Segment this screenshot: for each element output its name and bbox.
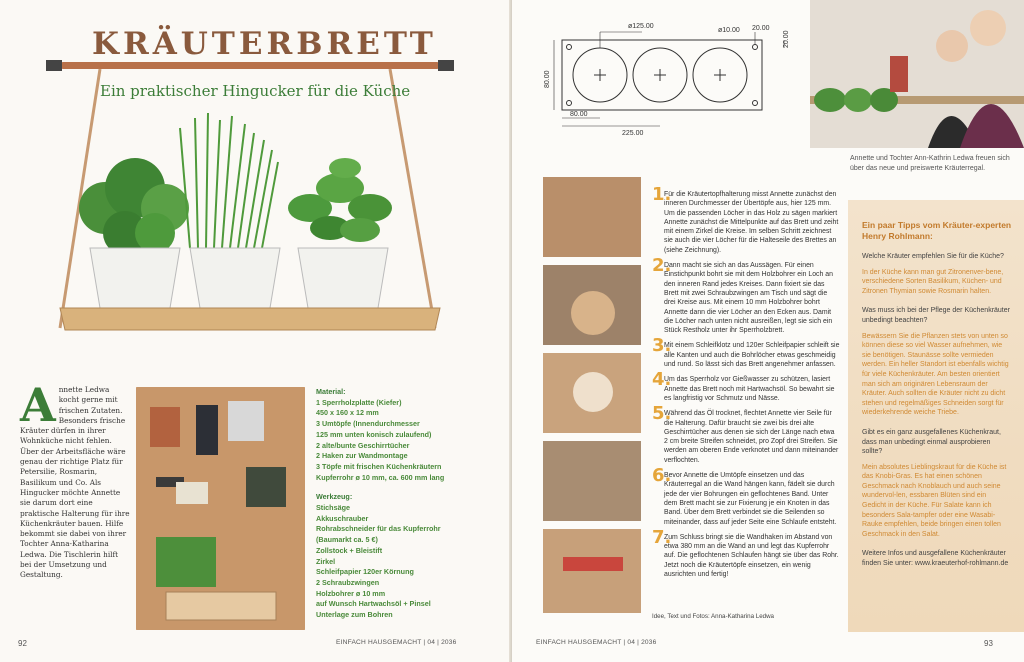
materials-heading: Material: — [316, 387, 346, 396]
tips-box — [848, 200, 1024, 632]
tool-item: Rohrabschneider für das Kupferrohr — [316, 524, 441, 534]
wall-hook-right — [438, 60, 454, 71]
tool-item: auf Wunsch Hartwachsöl + Pinsel — [316, 599, 431, 609]
article-title: KRÄUTERBRETT — [92, 26, 437, 62]
step-photo-1 — [543, 177, 641, 257]
step-number: 2. — [652, 255, 672, 277]
step-text: Für die Kräutertopfhalterung misst Annette zunächst den inneren Durchmesser der Übertöpfe aus, hier 125 mm. Um die passenden Löcher in das Holz zu sägen markiert Annette zunächst die Mittelpunkte auf das Brett und zeiht mit einem Zirkel die Kreise. Im selben Schritt zeichnest sie auch die vier Löcher für die Halteseile des Brettes an (siehe Zeichnung). — [664, 191, 839, 254]
wooden-board — [60, 308, 440, 330]
tips-more-info: Weitere Infos und ausgefallene Küchenkräuter finden Sie unter: www.kraeuterhof-rohlmann.de — [862, 550, 1009, 568]
step-photo-4 — [543, 441, 641, 521]
step-4 — [652, 369, 840, 403]
herb-bunch — [156, 537, 216, 587]
dim-right: 20.00 — [783, 30, 790, 48]
tip-answer: Bewässern Sie die Pflanzen stets von unten so können diese so viel Wasser aufnehmen, wie sie benötigen. Staunässe sollte vermieden werden. Ein heller Standort ist ebenfalls wichtig für viele Küchenkräuter. Am besten orientiert man sich am originären Lebensraum der Kräuter. Auch sollten die Kräuter nicht zu dicht stehen und regelmäßiges Schneiden sorgt für wiederkehrende weiche Triebe. — [862, 332, 1009, 417]
tool-item: Zollstock + Bleistift — [316, 545, 383, 555]
dim-top-2: ø10.00 — [718, 27, 740, 34]
towel-striped — [228, 401, 264, 441]
braid-in-photo — [890, 56, 908, 92]
wall-hook-left — [46, 60, 62, 71]
plywood-board — [166, 592, 276, 620]
person-daughter — [936, 30, 968, 62]
step-number: 5. — [652, 403, 672, 425]
step-text: Während das Öl trocknet, flechtet Annette vier Seile für die Halterung. Dafür braucht sie zwei bis drei alte Geschirrtücher aus denen sie sich der Länge nach etwa 2 cm breite Streifen schneidet, pro Zopf drei Streifen. Sie werden am oberen Ende verknotet und dann miteinander verflochten. — [664, 410, 839, 464]
tip-question: Welche Kräuter empfehlen Sie für die Küche? — [862, 253, 1004, 260]
right-page — [512, 0, 1024, 662]
tip-question: Gibt es ein ganz ausgefallenes Küchenkraut, dass man unbedingt einmal ausprobieren sollte? — [862, 428, 1001, 456]
tool-item: 2 Schraubzwingen — [316, 577, 380, 587]
material-item: 2 alte/bunte Geschirrtücher — [316, 440, 410, 450]
technical-drawing — [542, 18, 802, 138]
material-item: 3 Umtöpfe (Innendurchmesser — [316, 419, 420, 429]
step-2 — [652, 255, 840, 335]
tool-item: Unterlage zum Bohren — [316, 610, 393, 620]
sandpaper-box — [176, 482, 208, 504]
dim-left: 80.00 — [544, 70, 551, 88]
step-1 — [652, 184, 840, 255]
pot-left — [90, 248, 180, 308]
parsley-plant — [79, 158, 189, 255]
step-text: Zum Schluss bringt sie die Wandhaken im Abstand von etwa 380 mm an die Wand an und legt das Kupferrohr auf. Die geflochtenen Schlaufen hängt sie über das Rohr. Jetzt noch die Kräutertöpfe einsetzen, ein wenig ausrichten und fertig! — [664, 533, 839, 578]
tool-item: Akkuschrauber — [316, 513, 369, 523]
footer-right: EINFACH HAUSGEMACHT | 04 | 2036 — [536, 639, 657, 646]
materials-list — [316, 387, 502, 621]
tools-photo — [136, 387, 305, 630]
step-text: Dann macht sie sich an das Aussägen. Für einen Einstichpunkt bohrt sie mit dem Holzbohrer ein Loch an den inneren Rand jedes Kreises. Dann fixiert sie das Brett mit zwei Schraubzwingen am Tisch und sägt die drei Kreise aus. Mit einem 10 mm Holzbohrer bohrt Annette dann die vier Löcher an den Ecken aus. Damit die Löcher nach unten nicht ausreißen, legt sie sich ein Stück Restholz unter ihr Sperrholzbrett. — [664, 262, 833, 335]
herb-shelf-illustration — [40, 58, 470, 358]
dim-bottom-2: 225.00 — [622, 130, 644, 137]
tool-item: (Baumarkt ca. 5 €) — [316, 535, 378, 545]
photo-caption: Annette und Tochter Ann-Kathrin Ledwa freuen sich über das neue und preiswerte Kräuterregal. — [850, 155, 1010, 172]
step-photos — [543, 177, 643, 613]
tip-answer: Mein absolutes Lieblingskraut für die Küche ist das Knobi-Gras. Es hat einen schönen Geschmack nach Knoblauch und auch seine wundervol-len, essbaren Blüten sind ein Gedicht in der Küche. Für Salate kann ich besonders Sala-tampfer oder eine Wasabi-Rauke empfehlen, beide bringen einen tollen Geschmack in den Salat. — [862, 463, 1007, 538]
page-number-left: 92 — [18, 639, 27, 648]
step-7 — [652, 526, 840, 579]
material-item: 125 mm unten konisch zulaufend) — [316, 429, 432, 439]
step-text: Mit einem Schleifklotz und 120er Schleifpapier schleift sie alle Kanten und auch die Bohrlöcher etwas geschmeidig und rund. So lässt sich das Brett angenehmer anfassen. — [664, 342, 840, 369]
pot-middle — [190, 248, 280, 308]
tips-title: Ein paar Tipps vom Kräuter-experten Henry Rohlmann: — [862, 220, 1012, 241]
step-text: Um das Sperrholz vor Gießwasser zu schützen, lasiert Annette das Brett noch mit Hartwachsöl. So bewahrt sie es langfristig vor Schmutz und Nässe. — [664, 376, 835, 402]
step-number: 4. — [652, 369, 672, 391]
tool-item: Schleifpapier 120er Körnung — [316, 567, 414, 577]
step-number: 6. — [652, 465, 672, 487]
intro-text — [20, 378, 130, 581]
drill — [196, 405, 218, 455]
jigsaw — [246, 467, 286, 507]
chives-plant — [180, 113, 278, 248]
pot-right — [298, 248, 388, 308]
portrait-photo — [810, 0, 1024, 148]
tip-answer: In der Küche kann man gut Zitronenver-bene, verschiedene Sorten Basilikum, Küchen- und Zitronen Thymian sowie Rosmarin halten. — [862, 268, 1004, 295]
intro-body: nnette Ledwa kocht gerne mit frischen Zutaten. Besonders frische Kräuter dürfen in ihrer Wohnküche nicht fehlen. Über der Arbeitsfläche wäre genau der richtige Platz für Petersilie, Rosmarin, Basilikum und Co. Als Hingucker möchte Annette sie darum dort eine praktische Halterung für ihre Küchenkräuter bauen. Hilfe bekommt sie dabei von ihrer Tochter Anna-Katharina Ledwa. Die Tischlerin hilft bei der Umsetzung und Gestaltung. — [20, 385, 130, 580]
material-item: 1 Sperrholzplatte (Kiefer) — [316, 397, 402, 407]
page-number-right: 93 — [984, 639, 993, 648]
tool-item: Zirkel — [316, 556, 336, 566]
drop-cap: A — [20, 378, 56, 432]
step-number: 7. — [652, 526, 672, 548]
tool-item: Holzbohrer ø 10 mm — [316, 588, 386, 598]
instruction-steps — [652, 184, 840, 585]
step-3 — [652, 335, 840, 369]
rope-right — [390, 69, 435, 328]
person-mother — [970, 10, 1006, 46]
tools-heading: Werkzeug: — [316, 492, 353, 502]
step-number: 1. — [652, 184, 672, 205]
article-subtitle: Ein praktischer Hingucker für die Küche — [100, 82, 411, 100]
step-text: Bevor Annette die Umtöpfe einsetzen und das Kräuterregal an die Wand hängen kann, fädelt sie durch jede der vier Bohrungen ein geflochtenes Band. Unter dem Brett macht sie zur Fixierung je ein Knoten in das Band. Über dem Brett verbindet sie die Seilenden so miteinander, dass auf jeder Seite eine Schlaufe entsteht. — [664, 472, 837, 526]
material-item: Kupferrohr ø 10 mm, ca. 600 mm lang — [316, 472, 445, 482]
basil-plant — [288, 158, 392, 242]
step-number: 3. — [652, 335, 672, 357]
towel-red — [150, 407, 180, 447]
step-6 — [652, 465, 840, 527]
material-item: 450 x 160 x 12 mm — [316, 408, 379, 418]
copper-rod — [60, 62, 440, 69]
material-item: 3 Töpfe mit frischen Küchenkräutern — [316, 461, 442, 471]
material-item: 2 Haken zur Wandmontage — [316, 451, 408, 461]
dim-top-3: 20.00 — [752, 25, 770, 32]
step-5 — [652, 403, 840, 465]
credit-line: Idee, Text und Fotos: Anna-Katharina Ledwa — [652, 613, 774, 620]
footer-left: EINFACH HAUSGEMACHT | 04 | 2036 — [336, 639, 457, 646]
tool-item: Stichsäge — [316, 503, 350, 513]
tip-question: Was muss ich bei der Pflege der Küchenkräuter unbedingt beachten? — [862, 307, 1010, 324]
dim-top-1: ø125.00 — [628, 23, 654, 30]
dim-bottom-1: 80.00 — [570, 111, 588, 118]
